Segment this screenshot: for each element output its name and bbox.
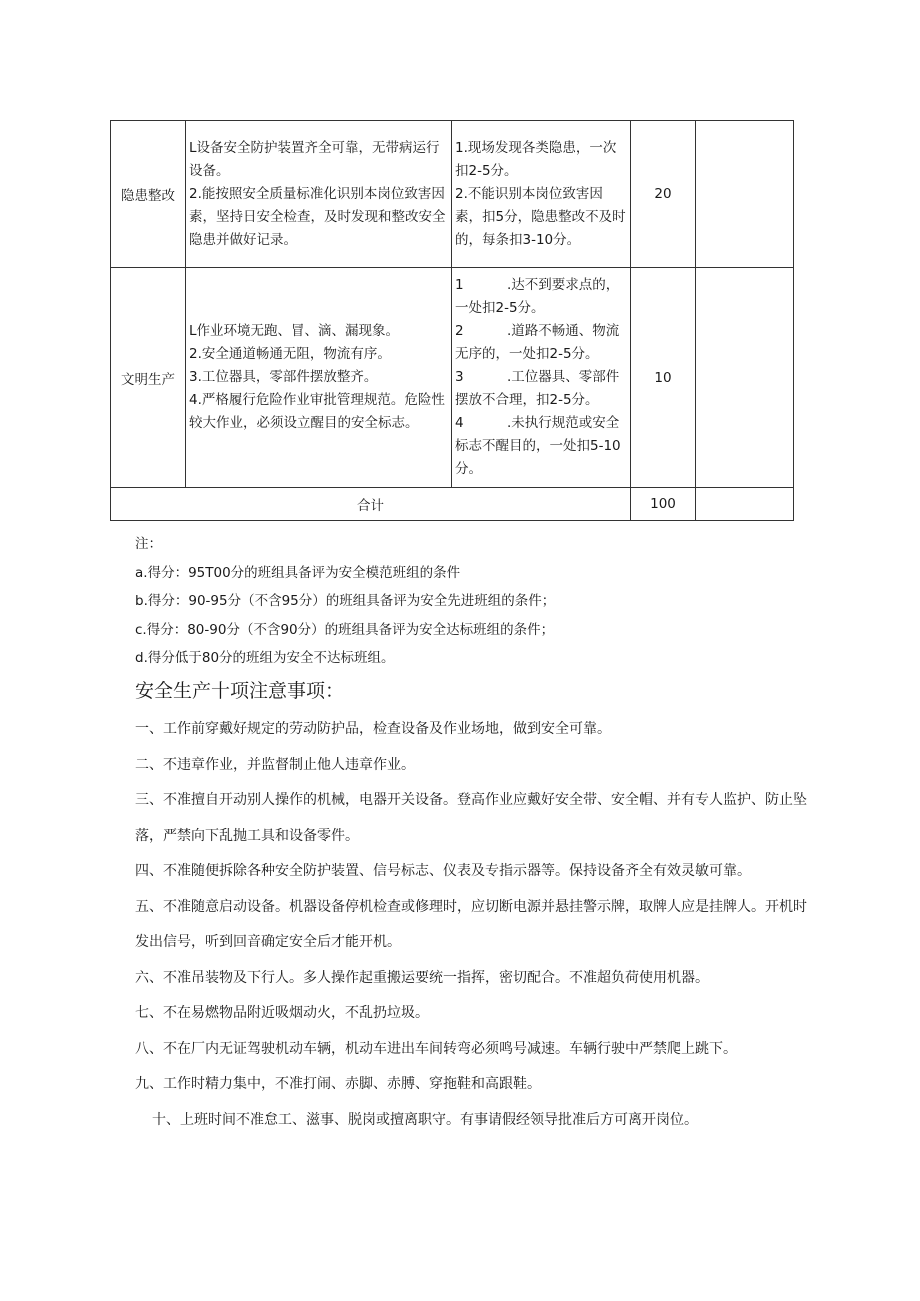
total-label: 合计 bbox=[111, 488, 631, 521]
deduction-text: .未执行规范或安全标志不醒目的，一处扣5-10分。 bbox=[455, 415, 621, 477]
rules-list bbox=[135, 712, 810, 1138]
deduction-item: 2.不能识别本岗位致害因素，扣5分，隐患整改不及时的，每条扣3-10分。 bbox=[455, 185, 626, 248]
total-row bbox=[111, 488, 794, 521]
rule-item: 三、不准擅自开动别人操作的机械，电器开关设备。登高作业应戴好安全带、安全帽、并有专人监护、防止坠落，严禁向下乱抛工具和设备零件。 bbox=[135, 792, 807, 844]
requirement-item: 2.能按照安全质量标准化识别本岗位致害因素，坚持日安全检查，及时发现和整改安全隐患并做好记录。 bbox=[189, 185, 446, 248]
table-row bbox=[111, 121, 794, 268]
deduction-number: 1 bbox=[455, 277, 464, 293]
deduction-item bbox=[455, 412, 628, 481]
requirement-item: L作业环境无跑、冒、滴、漏现象。 bbox=[189, 323, 400, 339]
score-cell: 10 bbox=[631, 268, 696, 488]
requirements-cell bbox=[186, 121, 452, 268]
total-remark bbox=[696, 488, 794, 521]
deduction-item bbox=[455, 366, 628, 412]
category-cell: 文明生产 bbox=[111, 268, 186, 488]
section-heading: 安全生产十项注意事项： bbox=[135, 680, 345, 702]
total-score: 100 bbox=[631, 488, 696, 521]
rule-item: 五、不准随意启动设备。机器设备停机检查或修理时，应切断电源并悬挂警示牌，取牌人应是挂牌人。开机时发出信号，听到回音确定安全后才能开机。 bbox=[135, 898, 807, 950]
notes-block bbox=[135, 530, 555, 673]
remark-cell bbox=[696, 121, 794, 268]
deductions-cell bbox=[452, 268, 631, 488]
deduction-item bbox=[455, 274, 628, 320]
note-item: a.得分：95T00分的班组具备评为安全模范班组的条件 bbox=[135, 564, 461, 581]
rule-item: 六、不准吊装物及下行人。多人操作起重搬运要统一指挥，密切配合。不准超负荷使用机器。 bbox=[135, 969, 709, 986]
remark-cell bbox=[696, 268, 794, 488]
rule-item: 八、不在厂内无证驾驶机动车辆，机动车进出车间转弯必须鸣号减速。车辆行驶中严禁爬上跳下。 bbox=[135, 1040, 737, 1057]
score-cell: 20 bbox=[631, 121, 696, 268]
deduction-number: 4 bbox=[455, 415, 464, 431]
scoring-table bbox=[110, 120, 794, 521]
note-item: b.得分：90-95分（不含95分）的班组具备评为安全先进班组的条件； bbox=[135, 593, 556, 609]
note-item: c.得分：80-90分（不含90分）的班组具备评为安全达标班组的条件； bbox=[135, 621, 555, 638]
table-row bbox=[111, 268, 794, 488]
deduction-text: .工位器具、零部件摆放不合理，扣2-5分。 bbox=[455, 369, 620, 408]
deductions-cell bbox=[452, 121, 631, 268]
deduction-number: 2 bbox=[455, 323, 464, 339]
requirements-cell bbox=[186, 268, 452, 488]
deduction-text: .达不到要求点的，一处扣2-5分。 bbox=[455, 277, 620, 316]
rule-item: 一、工作前穿戴好规定的劳动防护品，检查设备及作业场地，做到安全可靠。 bbox=[135, 721, 611, 737]
rule-item: 九、工作时精力集中，不准打闹、赤脚、赤膊、穿拖鞋和高跟鞋。 bbox=[135, 1076, 541, 1092]
rule-item: 七、不在易燃物品附近吸烟动火，不乱扔垃圾。 bbox=[135, 1005, 429, 1021]
requirement-item: 4.严格履行危险作业审批管理规范。危险性较大作业，必须设立醒目的安全标志。 bbox=[189, 392, 445, 431]
rule-item: 二、不违章作业，并监督制止他人违章作业。 bbox=[135, 756, 415, 773]
requirement-item: 2.安全通道畅通无阻，物流有序。 bbox=[189, 346, 391, 362]
rule-item: 十、上班时间不准怠工、滋事、脱岗或擅离职守。有事请假经领导批准后方可离开岗位。 bbox=[152, 1111, 698, 1128]
deduction-text: .道路不畅通、物流无序的，一处扣2-5分。 bbox=[455, 323, 620, 362]
notes-title: 注： bbox=[135, 536, 162, 552]
requirement-item: 3.工位器具，零部件摆放整齐。 bbox=[189, 369, 378, 385]
deduction-number: 3 bbox=[455, 369, 464, 385]
deduction-item bbox=[455, 320, 628, 366]
rule-item: 四、不准随便拆除各种安全防护装置、信号标志、仪表及专指示器等。保持设备齐全有效灵敏可靠。 bbox=[135, 863, 751, 879]
note-item: d.得分低于80分的班组为安全不达标班组。 bbox=[135, 650, 395, 666]
category-cell: 隐患整改 bbox=[111, 121, 186, 268]
deduction-item: 1.现场发现各类隐患，一次扣2-5分。 bbox=[455, 139, 617, 179]
requirement-item: L设备安全防护装置齐全可靠，无带病运行设备。 bbox=[189, 139, 440, 179]
